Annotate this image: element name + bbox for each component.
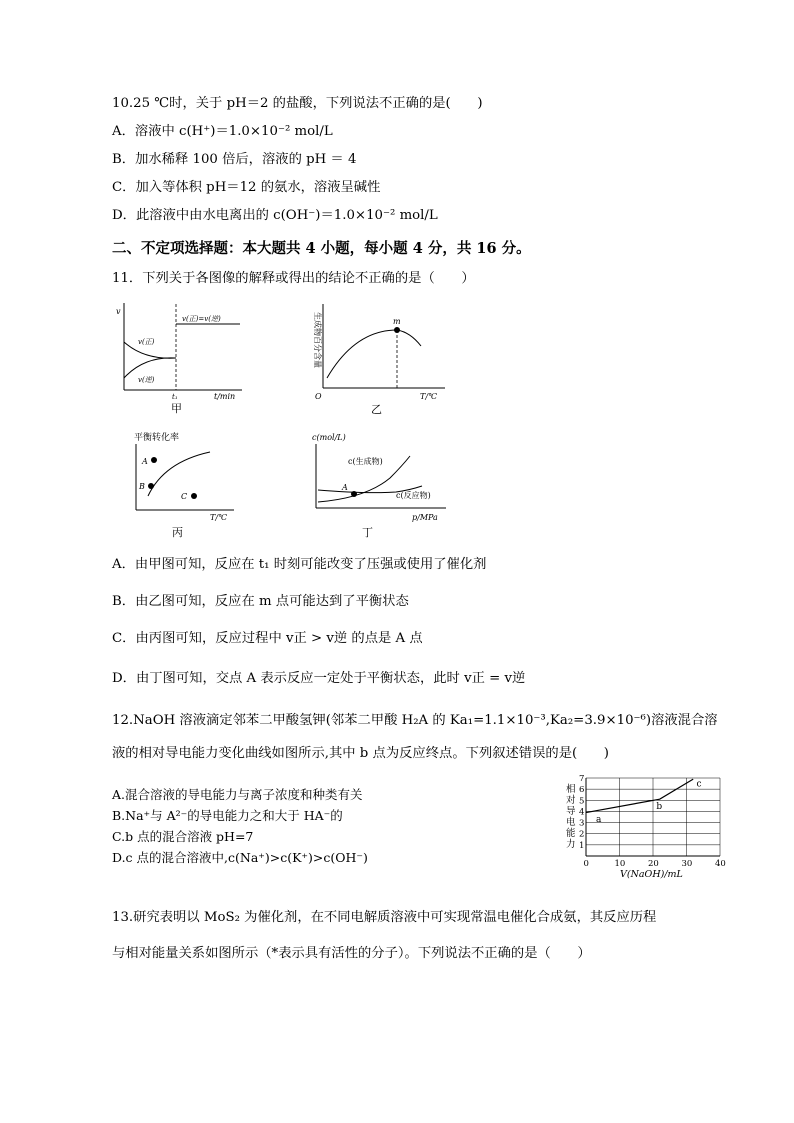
yi-origin: O: [315, 392, 322, 401]
q12-chart-xlabel: V(NaOH)/mL: [620, 869, 683, 880]
q10-option-d: D．此溶液中由水电离出的 c(OH⁻)＝1.0×10⁻² mol/L: [112, 208, 438, 223]
bing-curve: [148, 452, 210, 496]
q12-chart-line: [586, 779, 693, 812]
ding-curve1-label: c(生成物): [348, 457, 383, 466]
jia-curve-vn: [124, 358, 176, 378]
q12-option-d: D.c 点的混合溶液中,c(Na⁺)>c(K⁺)>c(OH⁻): [112, 850, 368, 865]
q12-xtick-label: 30: [681, 859, 693, 869]
q12-chart-point-labels: [596, 780, 702, 826]
graph-ding: [306, 428, 456, 543]
bing-label-a: A: [142, 457, 148, 466]
yi-point-m: [394, 327, 400, 333]
jia-label-eq: v(正)=v(逆): [182, 315, 221, 323]
q12-conductivity-chart: [560, 770, 735, 880]
bing-caption: 丙: [172, 526, 183, 539]
jia-t1: t₁: [172, 393, 178, 401]
graph-bing: [124, 428, 254, 543]
ding-xlabel: p/MPa: [412, 513, 438, 522]
q10-stem: 10.25 ℃时，关于 pH＝2 的盐酸，下列说法不正确的是( ): [112, 96, 483, 111]
ding-point-a: [351, 491, 357, 497]
yi-point-label: m: [393, 317, 401, 326]
q12-xtick-label: 40: [715, 859, 726, 869]
bing-point-a: [151, 457, 157, 463]
q10-option-b: B．加水稀释 100 倍后，溶液的 pH ＝ 4: [112, 152, 357, 167]
graph-jia: [114, 300, 254, 415]
yi-caption: 乙: [371, 403, 382, 415]
jia-xlabel: t/min: [214, 392, 236, 401]
q12-ytick-label: 3: [579, 818, 585, 829]
q11-option-a: A．由甲图可知，反应在 t₁ 时刻可能改变了压强或使用了催化剂: [112, 557, 487, 572]
q13-stem-line1: 13.研究表明以 MoS₂ 为催化剂，在不同电解质溶液中可实现常温电催化合成氨，其反应历程: [112, 910, 657, 925]
q12-option-a: A.混合溶液的导电能力与离子浓度和种类有关: [112, 787, 363, 802]
q12-chart-grid: [586, 778, 720, 856]
q12-stem-line2: 液的相对导电能力变化曲线如图所示,其中 b 点为反应终点。下列叙述错误的是( ): [112, 746, 609, 761]
ding-label-a: A: [342, 483, 348, 492]
q12-ytick-label: 6: [579, 785, 585, 796]
section-heading: 二、不定项选择题：本大题共 4 小题，每小题 4 分，共 16 分。: [112, 240, 531, 257]
q11-option-d: D．由丁图可知，交点 A 表示反应一定处于平衡状态，此时 v正 = v逆: [112, 671, 526, 686]
bing-ylabel: 平衡转化率: [134, 433, 180, 443]
ding-ylabel: c(mol/L): [312, 433, 346, 442]
jia-label-vn: v(逆): [138, 376, 155, 384]
q12-ytick-label: 5: [579, 796, 585, 807]
bing-point-c: [191, 493, 197, 499]
yi-curve: [327, 330, 421, 378]
q11-stem: 11．下列关于各图像的解释或得出的结论不正确的是（ ）: [112, 271, 475, 286]
graph-yi: [305, 300, 450, 415]
ding-curve2-label: c(反应物): [396, 491, 431, 500]
q12-ytick-label: 2: [579, 829, 585, 840]
q12-option-c: C.b 点的混合溶液 pH=7: [112, 829, 254, 844]
q12-point-label-a: a: [596, 815, 602, 826]
q12-ytick-label: 7: [579, 774, 585, 784]
jia-caption: 甲: [171, 402, 182, 415]
q11-option-b: B．由乙图可知，反应在 m 点可能达到了平衡状态: [112, 594, 409, 609]
jia-label-vz: v(正): [138, 338, 155, 346]
bing-xlabel: T/℃: [210, 513, 227, 522]
jia-ylabel: v: [116, 307, 121, 316]
q12-ytick-label: 1: [579, 840, 585, 851]
q12-option-b: B.Na⁺与 A²⁻的导电能力之和大于 HA⁻的: [112, 808, 343, 823]
yi-ylabel: 生成物百分含量: [313, 312, 322, 368]
q12-xtick-label: 20: [648, 859, 659, 869]
q12-point-label-c: c: [696, 779, 702, 790]
q13-stem-line2: 与相对能量关系如图所示（*表示具有活性的分子）。下列说法不正确的是（ ）: [112, 946, 591, 961]
q12-chart-ylabel: 相对导电能力: [566, 784, 576, 850]
yi-xlabel: T/℃: [420, 392, 437, 401]
q12-xtick-label: 10: [614, 859, 626, 869]
ding-caption: 丁: [362, 526, 373, 539]
q12-ytick-label: 4: [579, 807, 585, 818]
bing-label-b: B: [139, 482, 145, 491]
q10-option-c: C．加入等体积 pH＝12 的氨水，溶液呈碱性: [112, 180, 381, 195]
q12-point-label-b: b: [656, 801, 663, 812]
q12-stem-line1: 12.NaOH 溶液滴定邻苯二甲酸氢钾(邻苯二甲酸 H₂A 的 Ka₁=1.1×10⁻³,Ka₂=3.9×10⁻⁶)溶液混合溶: [112, 713, 718, 728]
q11-option-c: C．由丙图可知，反应过程中 v正 > v逆 的点是 A 点: [112, 631, 423, 646]
bing-point-b: [148, 483, 154, 489]
q12-xtick-label: 0: [583, 859, 589, 869]
bing-label-c: C: [181, 492, 188, 501]
q10-option-a: A．溶液中 c(H⁺)＝1.0×10⁻² mol/L: [112, 124, 333, 139]
